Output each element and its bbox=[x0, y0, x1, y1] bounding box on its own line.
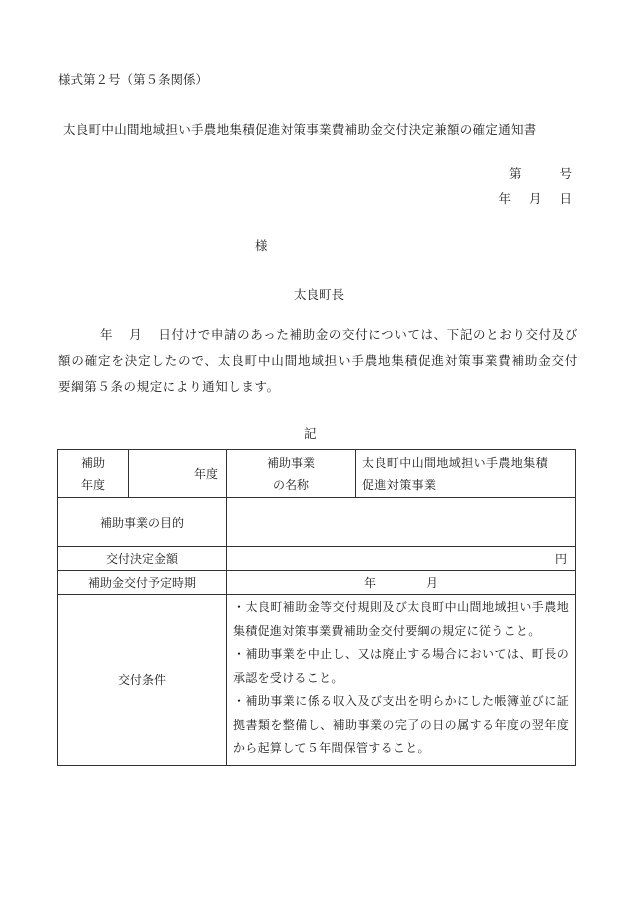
condition-item: ・補助事業を中止し、又は廃止する場合においては、町長の承認を受けること。 bbox=[233, 647, 569, 685]
grant-table bbox=[57, 449, 576, 766]
body-paragraph bbox=[58, 322, 578, 400]
purpose-value-cell bbox=[227, 498, 576, 547]
conditions-label-cell: 交付条件 bbox=[58, 595, 227, 766]
purpose-label-cell: 補助事業の目的 bbox=[58, 498, 227, 547]
date-line bbox=[498, 189, 572, 207]
number-suffix: 号 bbox=[559, 166, 572, 181]
table-row-conditions bbox=[58, 595, 576, 766]
body-year: 年 bbox=[100, 327, 114, 342]
fiscal-unit: 年度 bbox=[193, 467, 218, 481]
project-name-2: 促進対策事業 bbox=[362, 477, 437, 492]
ki-heading: 記 bbox=[304, 426, 317, 441]
timing-month: 月 bbox=[426, 576, 439, 590]
table-row-timing bbox=[58, 571, 576, 595]
project-label-1: 補助事業 bbox=[266, 455, 315, 470]
amount-unit-cell: 円 bbox=[227, 547, 576, 571]
document-number-line bbox=[509, 164, 572, 182]
fiscal-year-value-cell bbox=[129, 450, 227, 498]
addressee-suffix: 様 bbox=[255, 238, 268, 253]
amount-label-cell: 交付決定金額 bbox=[58, 547, 227, 571]
date-month: 月 bbox=[528, 191, 542, 206]
project-label-2: の名称 bbox=[272, 477, 309, 492]
condition-item: ・太良町補助金等交付規則及び太良町中山間地域担い手農地集積促進対策事業費補助金交付要綱の規定に従うこと。 bbox=[233, 600, 569, 638]
table-row-project bbox=[58, 450, 576, 498]
form-number: 様式第２号（第５条関係） bbox=[58, 72, 209, 87]
number-prefix: 第 bbox=[508, 166, 522, 181]
timing-label-cell: 補助金交付予定時期 bbox=[58, 571, 227, 595]
fiscal-year-label-cell bbox=[58, 450, 129, 498]
project-name-1: 太良町中山間地域担い手農地集積 bbox=[362, 455, 549, 470]
conditions-value-cell bbox=[227, 595, 576, 766]
project-name-label-cell bbox=[227, 450, 356, 498]
timing-value-cell bbox=[227, 571, 576, 595]
condition-item: ・補助事業に係る収入及び支出を明らかにした帳簿並びに証拠書類を整備し、補助事業の完了の日の属する年度の翌年度から起算して５年間保管すること。 bbox=[233, 694, 569, 755]
timing-year: 年 bbox=[363, 576, 376, 590]
fiscal-label-1: 補助 bbox=[80, 455, 105, 470]
fiscal-label-2: 年度 bbox=[80, 477, 105, 492]
document-title: 太良町中山間地域担い手農地集積促進対策事業費補助金交付決定兼額の確定通知書 bbox=[63, 122, 537, 137]
body-text: 日付けで申請のあった補助金の交付については、下記のとおり交付及び額の確定を決定したので、太良町中山間地域担い手農地集積促進対策事業費補助金交付要綱第５条の規定により通知します。 bbox=[58, 327, 578, 394]
sender: 太良町長 bbox=[294, 287, 345, 302]
project-name-value-cell bbox=[356, 450, 576, 498]
table-row-purpose bbox=[58, 498, 576, 547]
body-month: 月 bbox=[129, 327, 143, 342]
date-year: 年 bbox=[498, 191, 511, 206]
date-day: 日 bbox=[559, 191, 572, 206]
table-row-amount bbox=[58, 547, 576, 571]
